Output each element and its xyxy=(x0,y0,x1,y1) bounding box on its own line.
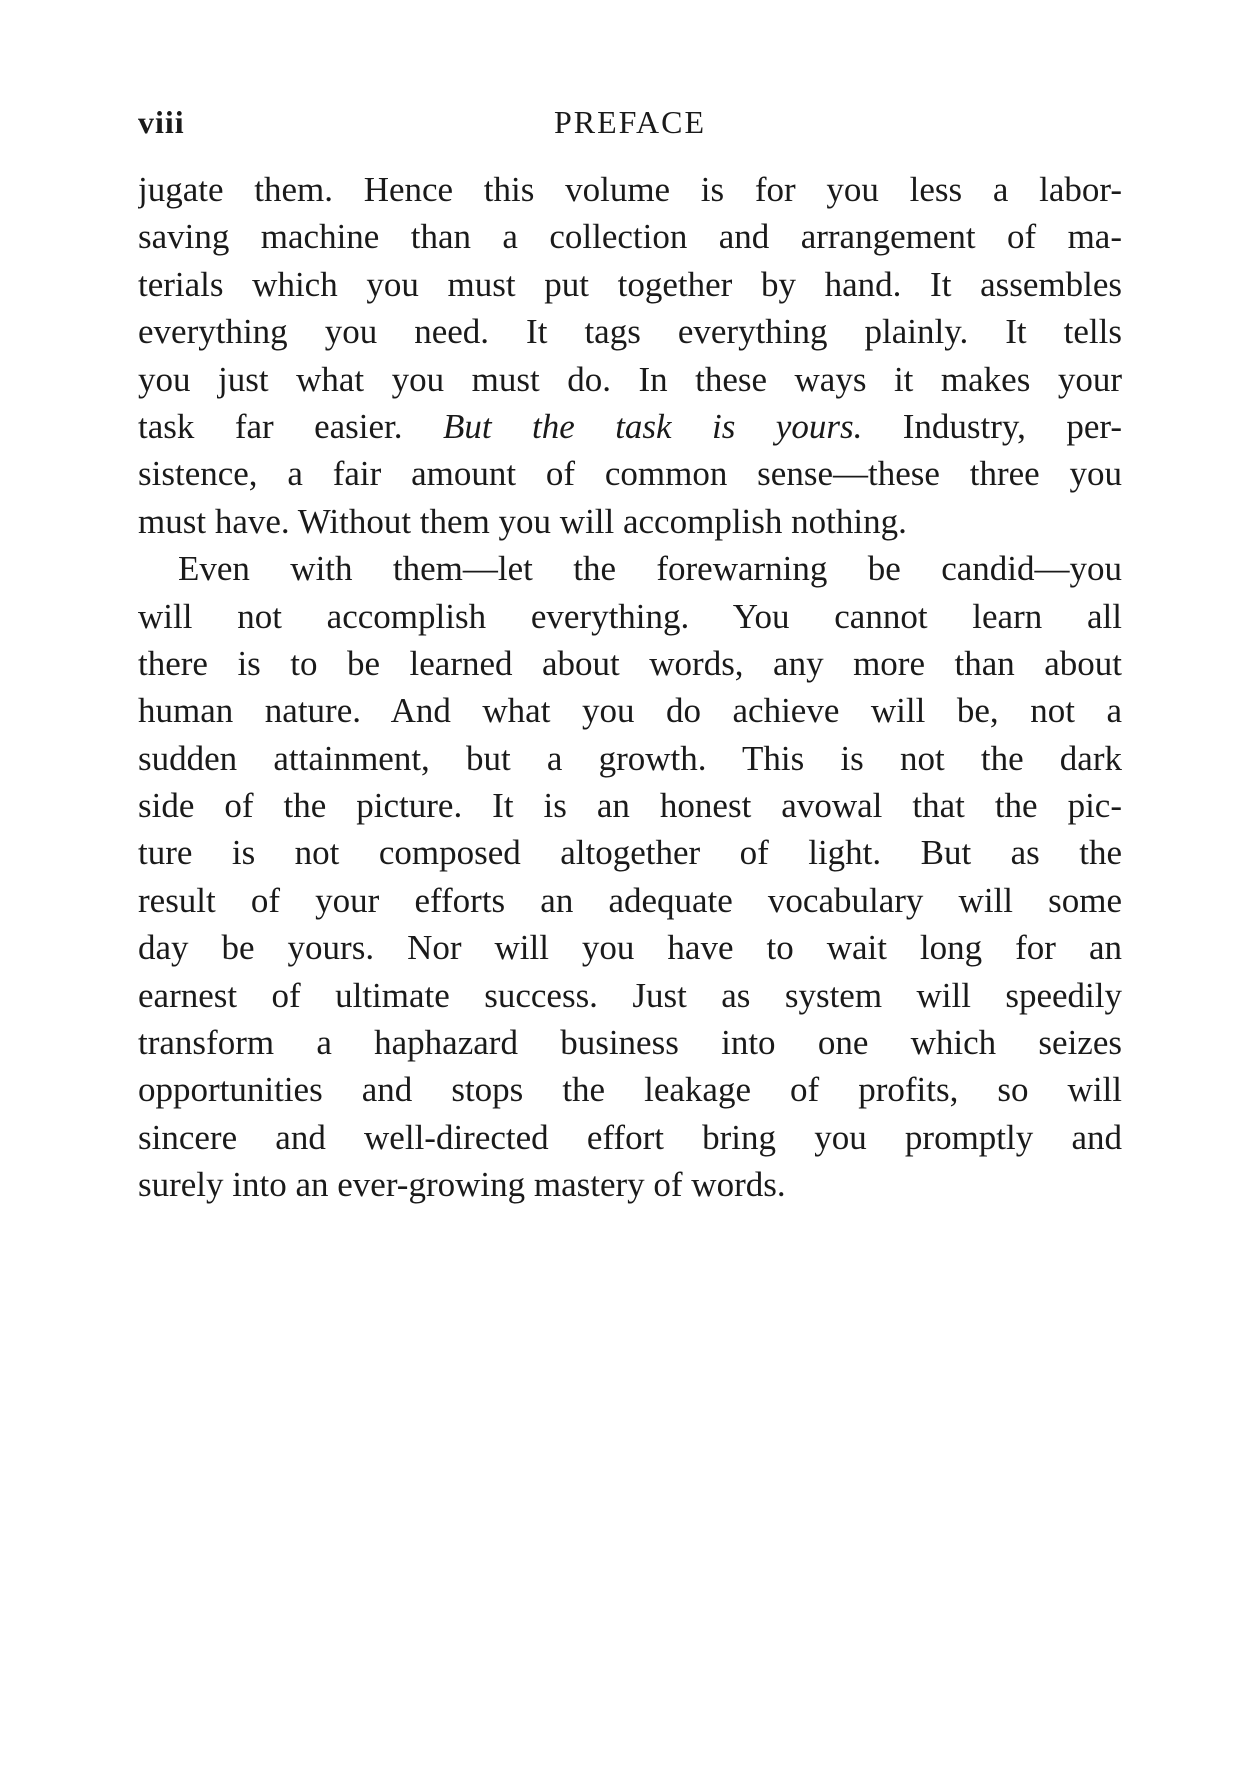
running-title: PREFACE xyxy=(553,104,707,140)
text-line: sudden attainment, but a growth. This is not the dark xyxy=(138,738,1122,778)
text-line: opportunities and stops the leakage of profits, so will xyxy=(138,1070,1122,1110)
running-head xyxy=(138,104,1122,144)
text-line: sincere and well-directed effort bring you promptly and xyxy=(138,1117,1122,1157)
text-line: jugate them. Hence this volume is for you less a labor- xyxy=(138,170,1122,209)
text-run: Industry, per- xyxy=(862,406,1122,446)
text-line: there is to be learned about words, any more than about xyxy=(138,643,1122,683)
italic-emphasis: But the task is yours. xyxy=(442,406,863,446)
text-line: will not accomplish everything. You cannot learn all xyxy=(138,596,1122,636)
text-line: ture is not composed altogether of light. But as the xyxy=(138,833,1122,873)
text-line: result of your efforts an adequate vocabulary will some xyxy=(138,880,1122,920)
text-line: Even with them—let the forewarning be candid—you xyxy=(178,549,1122,589)
body-text xyxy=(138,166,1122,1209)
text-line: side of the picture. It is an honest avowal that the pic- xyxy=(138,786,1122,826)
text-line: sistence, a fair amount of common sense—these three you xyxy=(138,454,1122,494)
text-line: transform a haphazard business into one which seizes xyxy=(138,1023,1122,1063)
text-line: saving machine than a collection and arrangement of ma- xyxy=(138,217,1122,257)
page-number: viii xyxy=(138,104,185,140)
text-line: terials which you must put together by hand. It assembles xyxy=(138,264,1122,304)
text-line xyxy=(138,403,1122,450)
text-line: everything you need. It tags everything plainly. It tells xyxy=(138,312,1122,352)
text-line: earnest of ultimate success. Just as system will speedily xyxy=(138,975,1122,1015)
text-line: human nature. And what you do achieve will be, not a xyxy=(138,691,1122,731)
text-line: day be yours. Nor will you have to wait long for an xyxy=(138,928,1122,968)
text-line: you just what you must do. In these ways it makes your xyxy=(138,359,1122,399)
text-line: surely into an ever-growing mastery of words. xyxy=(138,1165,786,1205)
text-line: must have. Without them you will accomplish nothing. xyxy=(138,501,907,541)
text-run: task far easier. xyxy=(138,406,443,446)
